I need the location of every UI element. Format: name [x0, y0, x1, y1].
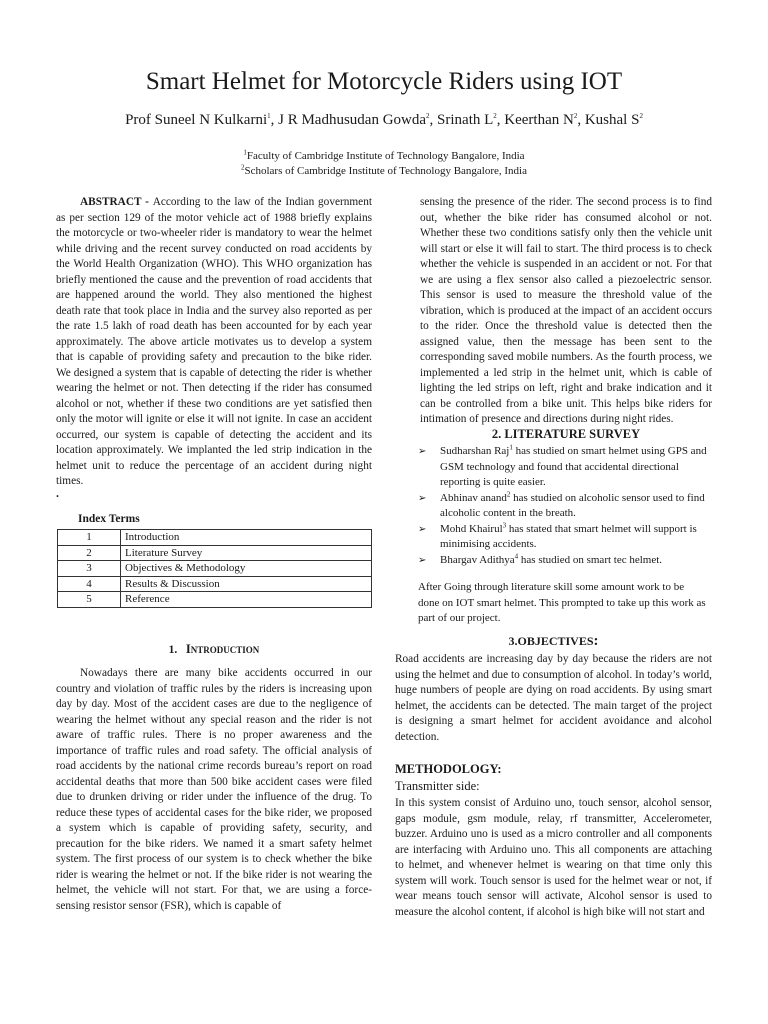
literature-text: has studied on alcoholic sensor used to find alcoholic content in the breath.	[440, 491, 705, 519]
literature-author: Mohd Khairul	[440, 522, 503, 535]
index-term-label: Introduction	[121, 530, 372, 546]
affiliation-2: $^2$Scholars of Cambridge Institute of Technology Bangalore, India	[240, 163, 527, 177]
author-affiliation-mark: 2	[639, 112, 643, 120]
literature-ref-mark: 3	[502, 520, 507, 529]
literature-after-text: After Going through literature skill some amount work to be done on IOT smart helmet. This prompted to take up this work as part of our project.	[418, 581, 706, 624]
author-separator: ,	[496, 112, 505, 128]
author-affiliation-mark: 2	[426, 112, 430, 120]
index-term-row	[58, 561, 372, 577]
introduction-text: Nowadays there are many bike accidents occurred in our country and violation of traffic rules by the riders is increasing upon day by day. Most of the accident cases are due to the negligence of wearing the helmet without any special reason and the rider is not aware of traffic rules. There is no proper awareness and the importance of traffic rules and road safety. The official analysis of road accidents by the national crime records bureau’s report on road accidental deaths that more than 500 bike accident cases were filed due to drunken driving or rider under the influence of the drug. To reduce these types of accidental cases for the bike rider, we proposed a system which is capable of providing safety, security, and precaution for the bike riders. We named it a smart safety helmet system. The first process of our system is to check whether the bike rider is wearing the helmet or not. If the bike rider is not wearing the helmet, the vehicle will not start. For that, we are using a force-sensing resistor sensor (FSR), which is capable of	[56, 667, 372, 912]
arrow-bullet-icon: ➢	[418, 446, 427, 457]
literature-item	[416, 491, 712, 522]
author-affiliation-mark: 2	[573, 112, 578, 120]
transmitter-side-heading: Transmitter side:	[395, 779, 480, 793]
index-term-row	[58, 592, 372, 608]
author-affiliation-mark: 2	[493, 112, 497, 120]
index-term-row	[58, 545, 372, 561]
arrow-bullet-icon: ➢	[418, 554, 427, 566]
intro-continuation-text: sensing the presence of the rider. The second process is to find out, whether the bike rider has consumed alcohol or not. Whether these two conditions satisfy only then the vehicle unit will start or else it will fail to start. The third process is to check whether the vehicle is suspended in an accident or not. For that we are using a flex sensor also called a piezoelectric sensor. This sensor is used to measure the threshold value of the vibration, which is produced at the impact of an accident occurs to the rider. Once the threshold value is detected then the assigned value, then the message has been sent to the corresponding saved mobile numbers. As the fourth process, we implemented a led strip in the helmet unit, which is cable of lighting the led strips on left, right and brake indication and it can be controlled from a bike unit. This helps bike riders for intimation of presence and directions during night rides.	[420, 196, 712, 425]
literature-text: has studied on smart helmet using GPS and GSM technology and found that accidental directional reporting is quite easier.	[440, 445, 707, 488]
index-term-number: 5	[58, 592, 121, 608]
objectives-text: Road accidents are increasing day by day because the riders are not using the helmet and due to consumption of alcohol. In today’s world, huge numbers of people are dying on road accidents. By using smart helmet, the accidents can be detected. The main target of the project is designing a smart helmet for accident avoidance and alcohol detection.	[395, 653, 712, 743]
author-name: Prof Suneel N Kulkarni	[125, 112, 268, 128]
author-separator: ,	[270, 112, 279, 128]
author-name: Keerthan N	[504, 112, 574, 128]
index-term-label: Literature Survey	[121, 545, 372, 561]
abstract	[56, 195, 372, 490]
index-term-number: 4	[58, 576, 121, 592]
index-term-label: Objectives & Methodology	[121, 561, 372, 577]
author-separator: ,	[429, 112, 438, 128]
author-name: Kushal S	[584, 112, 640, 128]
index-term-row	[58, 576, 372, 592]
literature-item	[416, 522, 712, 553]
methodology-heading: METHODOLOGY:	[395, 762, 502, 776]
methodology-text: In this system consist of Arduino uno, touch sensor, alcohol sensor, gaps module, gsm module, relay, rf transmitter, Accelerometer, buzzer. Arduino uno is used as a micro controller and all components are interfacing with Arduino uno. This all components are attaching to helmet, and whenever helmet is wearing on that time only this system will work. Touch sensor is used for the helmet wear or not, if wear means touch sensor will activate, Alcohol sensor is used to measure the alcohol content, if alcohol is high bike will not start and	[395, 797, 712, 918]
index-term-number: 2	[58, 545, 121, 561]
literature-author: Sudharshan Raj	[440, 445, 510, 457]
literature-item	[416, 553, 712, 569]
abstract-text: According to the law of the Indian government as per section 129 of the motor vehicle act of 1988 briefly explains the motorcycle or two-wheeler rider is mandatory to wear the helmet while driving and the recent survey conducted on road accidents by the World Health Organization (WHO). This WHO organization has briefly mentioned the cause and the prevention of road accidents that are happened around the world. They also mentioned the highest death rate that took place in India and the survey also reported as per the rate 1.5 lakh of road death has been accounted for by each year approximately. The above article motivates us to develop a system that is capable of providing safety and precaution to the bike rider. We designed a system that is capable of detecting the rider is whether wearing the helmet or not. Then detecting if the rider has consumed alcohol or not, whether if these two conditions are yet satisfied then only the motor will ignite or else it will not ignite. In case an accident occurred, our system is capable of detecting the accident and its location approximately. We implanted the led strip indication in the helmet unit to reduce the percentage of an accident during night times.	[56, 196, 372, 487]
index-term-label: Results & Discussion	[121, 576, 372, 592]
literature-ref-mark: 4	[514, 551, 519, 560]
author-separator: ,	[577, 112, 585, 128]
literature-text: has stated that smart helmet will support is minimising accidents.	[440, 522, 697, 550]
literature-survey-heading: 2. LITERATURE SURVEY	[491, 427, 641, 441]
paper-title: Smart Helmet for Motorcycle Riders using IOT	[145, 68, 623, 95]
abstract-label: ABSTRACT -	[80, 196, 153, 208]
literature-list	[416, 444, 712, 568]
author-affiliation-mark: 1	[267, 112, 271, 120]
literature-ref-mark: 1	[509, 443, 513, 452]
arrow-bullet-icon: ➢	[418, 492, 427, 504]
affiliation-1: $^1$Faculty of Cambridge Institute of Technology Bangalore, India	[243, 148, 525, 162]
introduction-heading: 1. INTRODUCTION	[168, 642, 260, 656]
literature-ref-mark: 2	[506, 489, 511, 498]
literature-author: Abhinav anand	[440, 491, 507, 504]
index-term-number: 1	[58, 530, 121, 546]
literature-text: has studied on smart tec helmet.	[518, 553, 663, 566]
index-term-label: Reference	[121, 592, 372, 608]
arrow-bullet-icon: ➢	[418, 523, 427, 535]
author-list	[0, 112, 768, 129]
author-name: Srinath L	[437, 112, 494, 128]
index-terms-heading: Index Terms	[78, 513, 140, 525]
objectives-heading: 3.OBJECTIVES:	[508, 633, 599, 649]
index-term-row	[58, 530, 372, 546]
literature-author: Bhargav Adithya	[440, 553, 515, 566]
index-term-number: 3	[58, 561, 121, 577]
author-name: J R Madhusudan Gowda	[278, 112, 427, 128]
abstract-dot: .	[56, 486, 59, 500]
literature-item	[416, 444, 712, 491]
index-terms-table	[57, 529, 372, 608]
